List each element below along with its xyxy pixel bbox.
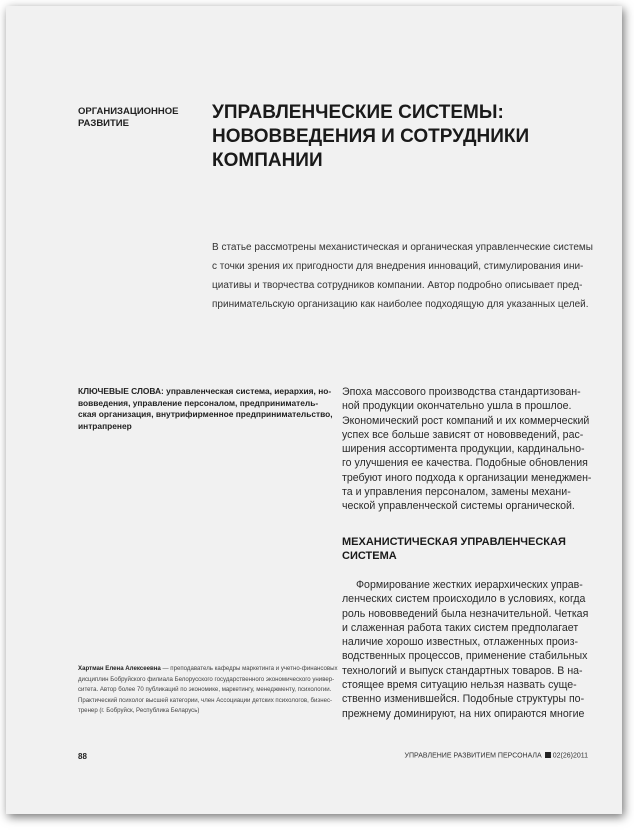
body-line: го улучшения ее качества. Подобные обновления xyxy=(342,457,588,470)
body-line: технологий и выпуск стандартных товаров. В на- xyxy=(342,664,583,677)
title-line: УПРАВЛЕНЧЕСКИЕ СИСТЕМЫ: xyxy=(212,102,504,123)
body-line: требуют иного подхода к организации менеджмен- xyxy=(342,471,592,484)
body-line: успех все больше зависят от нововведений, рас- xyxy=(342,428,584,441)
journal-name: УПРАВЛЕНИЕ РАЗВИТИЕМ ПЕРСОНАЛА xyxy=(404,752,542,760)
author-bio-text: — преподаватель кафедры маркетинга и учетно-финансовых xyxy=(160,665,338,672)
keywords-line: КЛЮЧЕВЫЕ СЛОВА: управленческая система, иерархия, но- xyxy=(78,386,332,396)
body-line: ной продукции окончательно ушла в прошлое. xyxy=(342,400,572,413)
title-line: НОВОВВЕДЕНИЯ И СОТРУДНИКИ КОМПАНИИ xyxy=(212,126,530,171)
section-heading xyxy=(342,535,594,563)
body-line: наличие хорошо известных, отлаженных произ- xyxy=(342,636,578,649)
body-line: Эпоха массового производства стандартизован- xyxy=(342,386,581,398)
body-line: прежнему доминируют, на них опираются многие xyxy=(342,707,585,720)
author-name: Хартман Елена Алексеевна xyxy=(78,665,161,672)
author-bio xyxy=(78,664,340,717)
keywords-block xyxy=(78,386,333,432)
page-number: 88 xyxy=(78,752,87,761)
body-line: ческой управленческой системы органической. xyxy=(342,500,575,513)
body-line: та и управления персоналом, замены механи- xyxy=(342,486,571,499)
article-abstract xyxy=(212,238,592,314)
square-bullet-icon xyxy=(545,752,551,758)
body-line: и слаженная работа таких систем предполагает xyxy=(342,621,579,634)
author-bio-line: Практический психолог высшей категории, член Ассоциации детских психологов, бизнес- xyxy=(78,696,333,704)
keywords-line: интрапренер xyxy=(78,420,132,431)
running-footer xyxy=(405,752,588,760)
issue-number: 02(26)2011 xyxy=(552,752,588,760)
keywords-line: ская организация, внутрифирменное предпринимательство, xyxy=(78,409,333,419)
author-bio-line: дисциплин Бобруйского филиала Белорусского государственного экономического универ- xyxy=(78,675,335,683)
body-line: Экономический рост компаний и их коммерческий xyxy=(342,414,590,427)
author-first-line xyxy=(78,664,340,675)
abstract-line: В статье рассмотрены механистическая и органическая управленческие системы xyxy=(212,242,593,253)
body-line: роль нововведений была незначительной. Четкая xyxy=(342,607,589,620)
heading-line: МЕХАНИСТИЧЕСКАЯ УПРАВЛЕНЧЕСКАЯ xyxy=(342,536,566,548)
abstract-line: циативы и творчества сотрудников компании. Автор подробно описывает пред- xyxy=(212,280,583,291)
author-bio-line: тренер (г. Бобруйск, Республика Беларусь) xyxy=(78,707,200,715)
section-label-line: ОРГАНИЗАЦИОННОЕ xyxy=(78,106,179,117)
journal-page xyxy=(6,6,622,814)
author-bio-line: ситета. Автор более 70 публикаций по экономике, маркетингу, менеджменту, психологии. xyxy=(78,686,332,694)
body-line: Формирование жестких иерархических управ- xyxy=(356,579,583,591)
intro-paragraph xyxy=(342,385,594,514)
abstract-line: принимательскую организацию как наиболее подходящую для указанных целей. xyxy=(212,299,589,310)
abstract-line: с точки зрения их пригодности для внедрения инноваций, стимулирования ини- xyxy=(212,261,584,272)
body-line: водственных процессов, применение стабильных xyxy=(342,650,588,663)
section-paragraph xyxy=(342,578,594,721)
heading-line: СИСТЕМА xyxy=(342,550,397,562)
body-line: ленческих систем происходило в условиях, когда xyxy=(342,593,586,606)
section-label xyxy=(78,106,178,130)
section-label-line: РАЗВИТИЕ xyxy=(78,118,129,129)
keywords-line: вовведения, управление персоналом, предприниматель- xyxy=(78,397,319,408)
body-line: стоящее время ситуацию нельзя назвать суще- xyxy=(342,679,577,692)
article-title xyxy=(212,101,612,173)
body-line: ственно изменившейся. Подобные структуры по- xyxy=(342,693,585,706)
body-line: ширения ассортимента продукции, кардинально- xyxy=(342,443,585,456)
